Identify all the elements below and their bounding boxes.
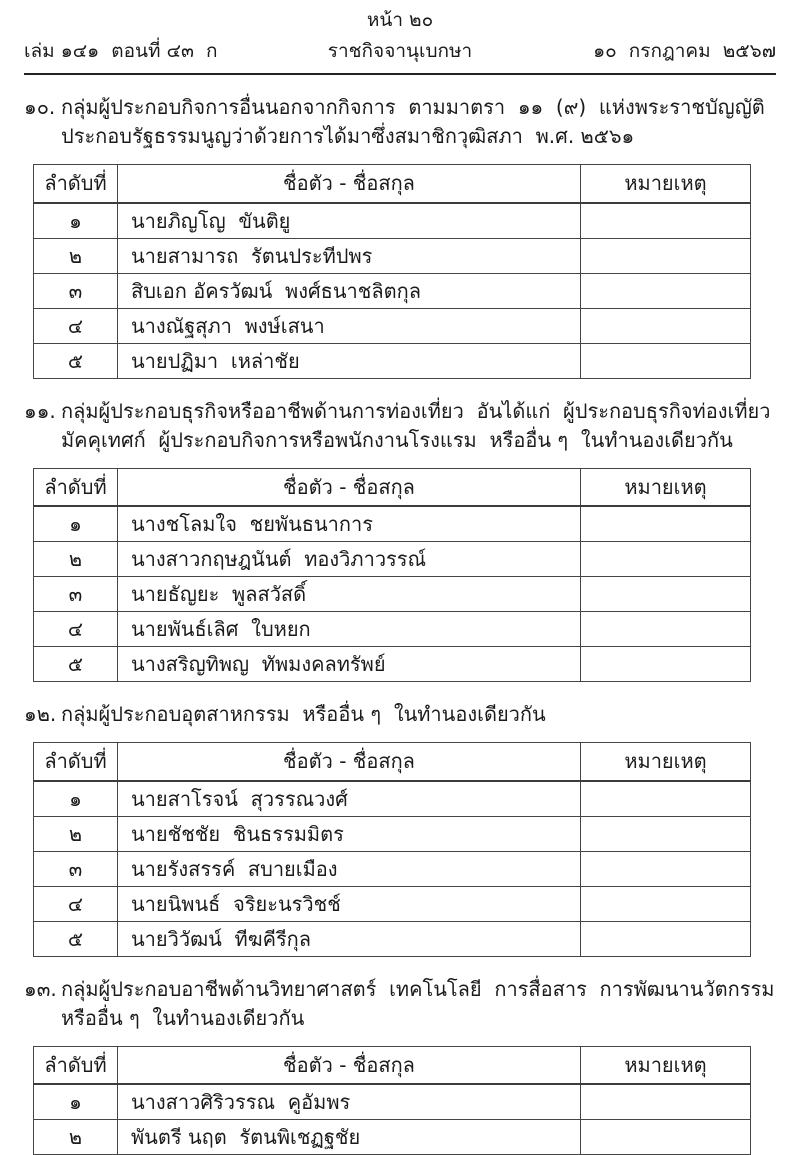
row-note	[581, 851, 751, 886]
section-heading-line-1: กลุ่มผู้ประกอบธุรกิจหรืออาชีพด้านการท่องเที่ยว อันได้แก่ ผู้ประกอบธุรกิจท่องเที่ยว	[61, 397, 776, 426]
section-heading	[61, 700, 776, 729]
row-name: นางสริญทิพญ ทัพมงคลทรัพย์	[118, 647, 581, 682]
row-name: นายชัชชัย ชินธรรมมิตร	[118, 816, 581, 851]
section-heading-line-2: หรืออื่น ๆ ในทำนองเดียวกัน	[61, 1004, 776, 1033]
table-row	[34, 612, 751, 647]
row-note	[581, 1084, 751, 1120]
col-header-note: หมายเหตุ	[581, 743, 751, 781]
members-table-11	[33, 468, 751, 683]
row-index: ๔	[34, 612, 118, 647]
publication-date: ๑๐ กรกฎาคม ๒๕๖๗	[472, 39, 776, 63]
row-note	[581, 542, 751, 577]
row-index: ๕	[34, 647, 118, 682]
row-note	[581, 238, 751, 273]
row-index: ๕	[34, 921, 118, 956]
section-heading-line-1: กลุ่มผู้ประกอบกิจการอื่นนอกจากกิจการ ตามมาตรา ๑๑ (๙) แห่งพระราชบัญญัติ	[61, 93, 776, 122]
header-rule	[24, 73, 776, 75]
row-name: นายรังสรรค์ สบายเมือง	[118, 851, 581, 886]
row-note	[581, 577, 751, 612]
table-row	[34, 816, 751, 851]
row-name: นายธัญยะ พูลสวัสดิ์	[118, 577, 581, 612]
table-row	[34, 203, 751, 239]
row-index: ๔	[34, 308, 118, 343]
col-header-note: หมายเหตุ	[581, 165, 751, 203]
row-name: นางสาวศิริวรรณ คูอัมพร	[118, 1084, 581, 1120]
col-header-note: หมายเหตุ	[581, 468, 751, 506]
row-name: นายสามารถ รัตนประทีปพร	[118, 238, 581, 273]
volume-issue: เล่ม ๑๔๑ ตอนที่ ๔๓ ก	[24, 39, 328, 63]
table-header-row	[34, 743, 751, 781]
row-note	[581, 273, 751, 308]
row-index: ๒	[34, 238, 118, 273]
row-note	[581, 506, 751, 542]
section-12-paragraph	[0, 700, 800, 729]
table-row	[34, 343, 751, 378]
row-name: นายวิวัฒน์ ทีฆคีรีกุล	[118, 921, 581, 956]
section-heading-line-2: มัคคุเทศก์ ผู้ประกอบกิจการหรือพนักงานโรงแรม หรืออื่น ๆ ในทำนองเดียวกัน	[61, 426, 776, 455]
col-header-index: ลำดับที่	[34, 165, 118, 203]
row-note	[581, 203, 751, 239]
row-note	[581, 886, 751, 921]
page-number: หน้า ๒๐	[0, 8, 800, 32]
row-name: นายปฏิมา เหล่าชัย	[118, 343, 581, 378]
row-note	[581, 612, 751, 647]
row-index: ๒	[34, 542, 118, 577]
col-header-index: ลำดับที่	[34, 468, 118, 506]
row-index: ๕	[34, 343, 118, 378]
table-row	[34, 1084, 751, 1120]
row-name: นายสาโรจน์ สุวรรณวงศ์	[118, 781, 581, 817]
members-table-13	[33, 1046, 751, 1155]
row-name: นายภิญโญ ขันติยู	[118, 203, 581, 239]
table-row	[34, 542, 751, 577]
table-row	[34, 647, 751, 682]
col-header-name: ชื่อตัว - ชื่อสกุล	[118, 165, 581, 203]
table-header-row	[34, 468, 751, 506]
section-number: ๑๐.	[24, 93, 61, 151]
section-13	[0, 975, 800, 1155]
row-name: นายพันธ์เลิศ ใบหยก	[118, 612, 581, 647]
section-heading-line-1: กลุ่มผู้ประกอบอุตสาหกรรม หรืออื่น ๆ ในทำนองเดียวกัน	[61, 700, 776, 729]
table-row	[34, 851, 751, 886]
section-heading-line-1: กลุ่มผู้ประกอบอาชีพด้านวิทยาศาสตร์ เทคโนโลยี การสื่อสาร การพัฒนานวัตกรรม	[61, 975, 776, 1004]
table-row	[34, 238, 751, 273]
row-index: ๓	[34, 851, 118, 886]
row-name: นายนิพนธ์ จริยะนรวิชช์	[118, 886, 581, 921]
section-10-paragraph	[0, 93, 800, 151]
row-index: ๑	[34, 1084, 118, 1120]
section-11-paragraph	[0, 397, 800, 455]
table-row	[34, 921, 751, 956]
row-name: พันตรี นฤต รัตนพิเชฏฐชัย	[118, 1120, 581, 1155]
section-12	[0, 700, 800, 957]
row-name: นางสาวกฤษฎนันต์ ทองวิภาวรรณ์	[118, 542, 581, 577]
col-header-name: ชื่อตัว - ชื่อสกุล	[118, 468, 581, 506]
table-row	[34, 577, 751, 612]
section-heading	[61, 975, 776, 1033]
col-header-note: หมายเหตุ	[581, 1046, 751, 1084]
row-note	[581, 921, 751, 956]
section-heading	[61, 397, 776, 455]
row-index: ๔	[34, 886, 118, 921]
table-row	[34, 273, 751, 308]
table-row	[34, 886, 751, 921]
row-note	[581, 1120, 751, 1155]
table-header-row	[34, 165, 751, 203]
gazette-title: ราชกิจจานุเบกษา	[328, 39, 472, 63]
section-heading-line-2: ประกอบรัฐธรรมนูญว่าด้วยการได้มาซึ่งสมาชิกวุฒิสภา พ.ศ. ๒๕๖๑	[61, 122, 776, 151]
section-number: ๑๓.	[24, 975, 61, 1033]
row-index: ๑	[34, 203, 118, 239]
row-note	[581, 343, 751, 378]
section-number: ๑๑.	[24, 397, 61, 455]
masthead	[0, 39, 800, 63]
table-row	[34, 308, 751, 343]
section-heading	[61, 93, 776, 151]
col-header-name: ชื่อตัว - ชื่อสกุล	[118, 1046, 581, 1084]
row-index: ๑	[34, 781, 118, 817]
table-row	[34, 1120, 751, 1155]
table-row	[34, 506, 751, 542]
section-10	[0, 93, 800, 379]
table-header-row	[34, 1046, 751, 1084]
members-table-12	[33, 742, 751, 957]
table-row	[34, 781, 751, 817]
members-table-10	[33, 164, 751, 379]
row-name: นางณัฐสุภา พงษ์เสนา	[118, 308, 581, 343]
section-13-paragraph	[0, 975, 800, 1033]
row-note	[581, 308, 751, 343]
row-note	[581, 816, 751, 851]
row-name: สิบเอก อัครวัฒน์ พงศ์ธนาชลิตกุล	[118, 273, 581, 308]
row-name: นางชโลมใจ ชยพันธนาการ	[118, 506, 581, 542]
row-index: ๓	[34, 577, 118, 612]
row-index: ๓	[34, 273, 118, 308]
col-header-name: ชื่อตัว - ชื่อสกุล	[118, 743, 581, 781]
section-11	[0, 397, 800, 683]
section-number: ๑๒.	[24, 700, 61, 729]
col-header-index: ลำดับที่	[34, 743, 118, 781]
row-note	[581, 647, 751, 682]
row-index: ๑	[34, 506, 118, 542]
row-index: ๒	[34, 1120, 118, 1155]
col-header-index: ลำดับที่	[34, 1046, 118, 1084]
row-note	[581, 781, 751, 817]
row-index: ๒	[34, 816, 118, 851]
